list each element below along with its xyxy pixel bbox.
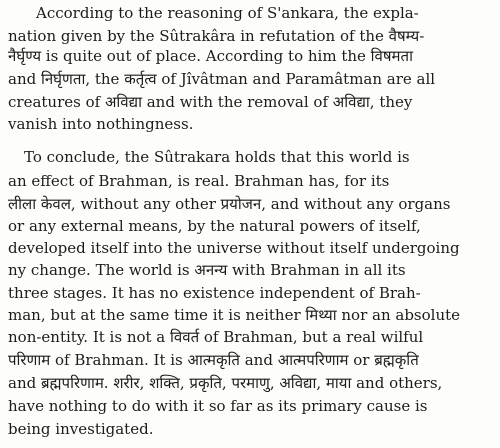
text-line: nation given by the Sûtrakâra in refutation of the वैषम्य- bbox=[8, 27, 425, 45]
text-line: developed itself into the universe without itself undergoing bbox=[8, 239, 460, 257]
text-line: According to the reasoning of S'ankara, the expla- bbox=[36, 4, 419, 22]
text-line: To conclude, the Sûtrakara holds that this world is bbox=[24, 148, 410, 166]
text-line: परिणाम of Brahman. It is आत्मकृति and आत्मपरिणाम or ब्रह्मकृति bbox=[8, 351, 419, 369]
text-line: an effect of Brahman, is real. Brahman has, for its bbox=[8, 172, 390, 190]
text-line: नैर्घृण्य is quite out of place. According to him the विषमता bbox=[8, 47, 413, 65]
text-line: लीला केवल, without any other प्रयोजन, and without any organs bbox=[8, 195, 451, 213]
text-line: vanish into nothingness. bbox=[8, 115, 194, 133]
text-line: ny change. The world is अनन्य with Brahman in all its bbox=[8, 261, 406, 279]
text-line: and ब्रह्मपरिणाम. शरीर, शक्ति, प्रकृति, परमाणु, अविद्या, माया and others, bbox=[8, 374, 443, 392]
text-line: being investigated. bbox=[8, 420, 154, 438]
text-line: have nothing to do with it so far as its primary cause is bbox=[8, 397, 428, 415]
text-line: three stages. It has no existence independent of Brah- bbox=[8, 284, 421, 302]
text-line: or any external means, by the natural powers of itself, bbox=[8, 217, 421, 235]
text-line: non-entity. It is not a विवर्त of Brahman, but a real wilful bbox=[8, 328, 424, 346]
text-line: man, but at the same time it is neither मिथ्या nor an absolute bbox=[8, 306, 461, 324]
text-line: and निर्घृणता, the कर्तृत्व of Jîvâtman and Paramâtman are all bbox=[8, 70, 436, 88]
text-line: creatures of अविद्या and with the removal of अविद्या, they bbox=[8, 93, 413, 111]
